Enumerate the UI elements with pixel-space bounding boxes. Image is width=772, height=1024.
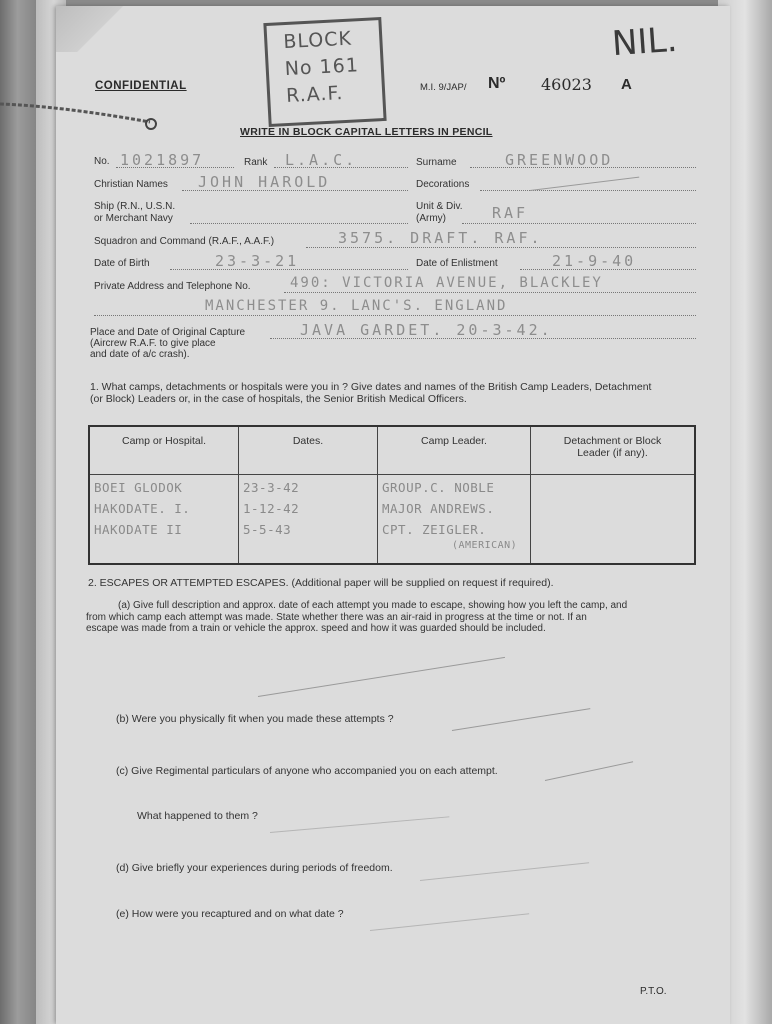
question-2e: (e) How were you recaptured and on what date ? xyxy=(116,908,344,920)
ship-label-line-2: or Merchant Navy xyxy=(94,213,173,224)
squadron-value: 3575. DRAFT. RAF. xyxy=(338,229,543,247)
decorations-label: Decorations xyxy=(416,179,470,190)
question-2a-line-1: (a) Give full description and approx. date of each attempt you made to escape, showing how you left the camp, and xyxy=(118,600,628,611)
table-cell: HAKODATE II xyxy=(94,522,183,537)
dates-cell xyxy=(239,475,378,565)
torn-corner xyxy=(56,6,176,52)
service-no-value: 1021897 xyxy=(120,151,205,169)
question-1-line-1: 1. What camps, detachments or hospitals were you in ? Give dates and names of the British Camp Leaders, Detachment xyxy=(90,381,652,393)
question-2a xyxy=(86,600,627,635)
stamp-line-2: No 161 xyxy=(284,54,360,81)
pto-label: P.T.O. xyxy=(640,986,667,997)
serial-number: 46023 xyxy=(541,75,592,94)
question-1 xyxy=(90,381,651,405)
unit-label xyxy=(416,201,463,225)
unit-label-line-1: Unit & Div. xyxy=(416,201,463,212)
service-no-label: No. xyxy=(94,156,110,167)
ship-label xyxy=(94,201,175,225)
unit-line xyxy=(462,223,696,224)
table-cell: CPT. ZEIGLER. xyxy=(382,522,487,537)
address-label: Private Address and Telephone No. xyxy=(94,281,251,292)
column-header-camp-leader: Camp Leader. xyxy=(378,426,531,475)
stamp-line-3: R.A.F. xyxy=(285,82,344,108)
enlistment-label: Date of Enlistment xyxy=(416,258,498,269)
stamp-line-1: BLOCK xyxy=(282,27,353,54)
question-2a-line-2: from which camp each attempt was made. State whether there was an air-raid in progress at the time or not. If an xyxy=(86,611,587,623)
address-value-1: 490: VICTORIA AVENUE, BLACKLEY xyxy=(290,275,603,291)
address-value-2: MANCHESTER 9. LANC'S. ENGLAND xyxy=(205,298,508,314)
leader-cell xyxy=(378,475,531,565)
question-2b: (b) Were you physically fit when you made these attempts ? xyxy=(116,713,394,725)
table-cell: MAJOR ANDREWS. xyxy=(382,501,495,516)
capture-label xyxy=(90,327,245,360)
binding-string xyxy=(0,100,160,130)
block-stamp xyxy=(263,17,386,127)
squadron-line xyxy=(306,247,696,248)
dob-value: 23-3-21 xyxy=(215,252,300,270)
capture-label-line-3: and date of a/c crash). xyxy=(90,349,190,360)
table-cell: BOEI GLODOK xyxy=(94,480,183,495)
capture-label-line-2: (Aircrew R.A.F. to give place xyxy=(90,338,216,349)
christian-names-value: JOHN HAROLD xyxy=(198,173,331,191)
column-header-camp: Camp or Hospital. xyxy=(89,426,239,475)
table-cell: 5-5-43 xyxy=(243,522,292,537)
question-2a-line-3: escape was made from a train or vehicle the approx. speed and how it was guarded should be included. xyxy=(86,623,546,634)
squadron-label: Squadron and Command (R.A.F., A.A.F.) xyxy=(94,236,275,247)
question-1-line-2: (or Block) Leaders or, in the case of hospitals, the Senior British Medical Officers. xyxy=(90,393,467,405)
question-2d: (d) Give briefly your experiences during periods of freedom. xyxy=(116,862,393,874)
capture-value: JAVA GARDET. 20-3-42. xyxy=(300,321,553,339)
question-2c: (c) Give Regimental particulars of anyone who accompanied you on each attempt. xyxy=(116,765,498,777)
unit-value: RAF xyxy=(492,204,529,222)
leader-note: (AMERICAN) xyxy=(452,540,518,551)
ship-label-line-1: Ship (R.N., U.S.N. xyxy=(94,201,176,212)
rank-value: L.A.C. xyxy=(285,151,358,169)
instruction-heading: WRITE IN BLOCK CAPITAL LETTERS IN PENCIL xyxy=(240,126,493,138)
table-cell: 1-12-42 xyxy=(243,501,300,516)
table-cell: GROUP.C. NOBLE xyxy=(382,480,495,495)
table-body xyxy=(89,475,695,565)
confidential-label: CONFIDENTIAL xyxy=(95,80,187,92)
number-label: Nº xyxy=(488,75,506,92)
camps-table xyxy=(88,425,696,565)
camp-cell xyxy=(89,475,239,565)
enlistment-value: 21-9-40 xyxy=(552,252,637,270)
dob-label: Date of Birth xyxy=(94,258,150,269)
ship-line xyxy=(190,223,408,224)
reference-code: M.I. 9/JAP/ xyxy=(420,82,467,93)
christian-names-label: Christian Names xyxy=(94,179,168,190)
table-cell: 23-3-42 xyxy=(243,480,300,495)
unit-label-line-2: (Army) xyxy=(416,213,446,224)
capture-label-line-1: Place and Date of Original Capture xyxy=(90,327,246,338)
nil-note: NIL. xyxy=(610,19,679,65)
decorations-line xyxy=(480,190,696,191)
address-line-2 xyxy=(94,315,696,316)
question-2-heading: 2. ESCAPES OR ATTEMPTED ESCAPES. (Additional paper will be supplied on request if required). xyxy=(88,577,554,589)
surname-value: GREENWOOD xyxy=(505,151,614,169)
series-letter: A xyxy=(621,76,632,93)
column-header-dates: Dates. xyxy=(239,426,378,475)
table-cell: HAKODATE. I. xyxy=(94,501,191,516)
surname-label: Surname xyxy=(416,157,457,168)
address-line-1 xyxy=(284,292,696,293)
column-header-detachment: Detachment or Block Leader (if any). xyxy=(531,426,696,475)
detachment-cell xyxy=(531,475,696,565)
question-2c-follow: What happened to them ? xyxy=(137,810,258,822)
rank-label: Rank xyxy=(244,157,268,168)
